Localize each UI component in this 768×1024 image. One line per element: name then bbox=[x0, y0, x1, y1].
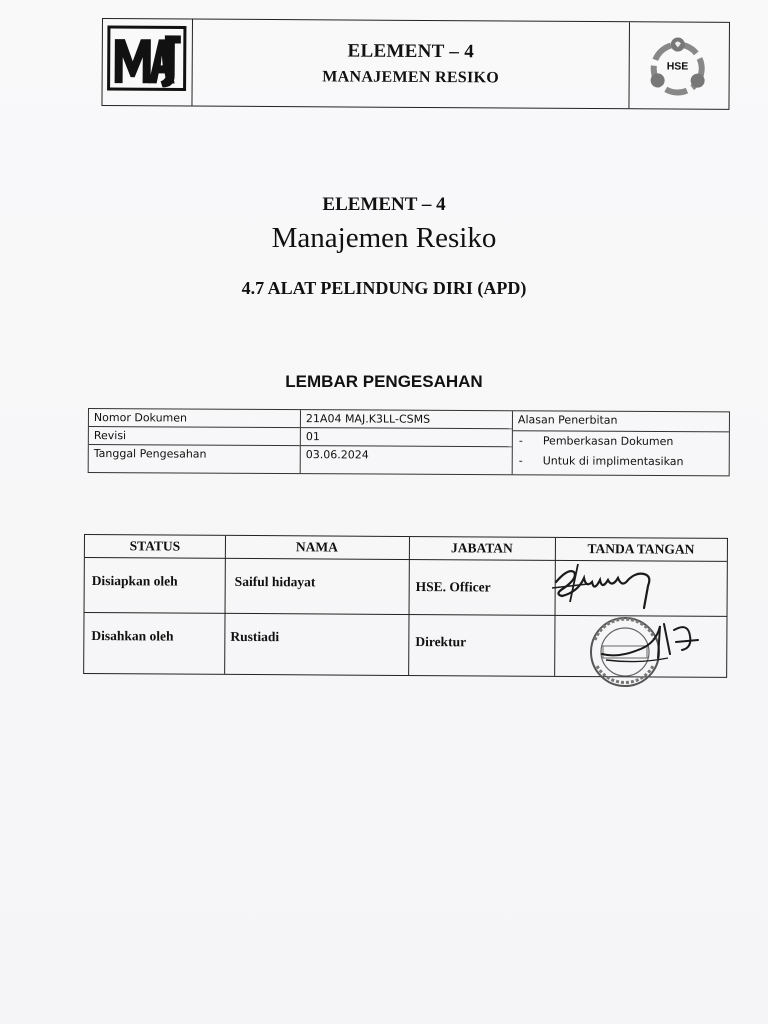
label-nomor-dokumen: Nomor Dokumen bbox=[89, 409, 300, 428]
bullet-dash: - bbox=[518, 454, 523, 468]
approval-sheet-title: LEMBAR PENGESAHAN bbox=[285, 372, 483, 391]
signature-saiful-hidayat bbox=[548, 558, 678, 610]
document-header bbox=[101, 18, 730, 110]
cover-element-title: ELEMENT – 4 bbox=[322, 194, 446, 215]
bullet-dash: - bbox=[518, 434, 523, 448]
value-nomor-dokumen: 21A04 MAJ.K3LL-CSMS bbox=[301, 410, 512, 429]
reason-text: Untuk di implimentasikan bbox=[542, 454, 684, 469]
header-subtitle: MANAJEMEN RESIKO bbox=[322, 68, 500, 87]
row-nama: Rustiadi bbox=[230, 628, 280, 645]
cover-main-title: Manajemen Resiko bbox=[271, 222, 497, 254]
reason-item bbox=[513, 451, 729, 472]
header-title: ELEMENT – 4 bbox=[347, 40, 475, 63]
reason-header: Alasan Penerbitan bbox=[513, 411, 729, 432]
label-revisi: Revisi bbox=[89, 427, 300, 446]
header-tanda-tangan: TANDA TANGAN bbox=[587, 541, 695, 557]
row-jabatan: HSE. Officer bbox=[415, 579, 491, 595]
maj-logo-icon bbox=[104, 21, 191, 106]
signature-rustiadi bbox=[598, 614, 708, 668]
hse-logo-cell bbox=[628, 22, 729, 109]
reason-item bbox=[513, 431, 729, 452]
cover-section-title: 4.7 ALAT PELINDUNG DIRI (APD) bbox=[241, 278, 527, 298]
row-jabatan: Direktur bbox=[415, 634, 467, 650]
header-nama: NAMA bbox=[295, 539, 338, 555]
company-logo-cell bbox=[102, 19, 193, 106]
value-revisi: 01 bbox=[301, 428, 512, 447]
row-nama: Saiful hidayat bbox=[234, 573, 316, 590]
value-tanggal-pengesahan: 03.06.2024 bbox=[305, 448, 369, 462]
reason-text: Pemberkasan Dokumen bbox=[542, 434, 674, 449]
header-jabatan: JABATAN bbox=[450, 540, 513, 556]
label-tanggal-pengesahan: Tanggal Pengesahan bbox=[93, 447, 207, 461]
header-status: STATUS bbox=[129, 538, 181, 554]
hse-badge-text: HSE bbox=[666, 60, 689, 73]
document-info-table bbox=[88, 408, 730, 476]
row-status: Disahkan oleh bbox=[91, 628, 174, 644]
row-status: Disiapkan oleh bbox=[91, 573, 178, 589]
